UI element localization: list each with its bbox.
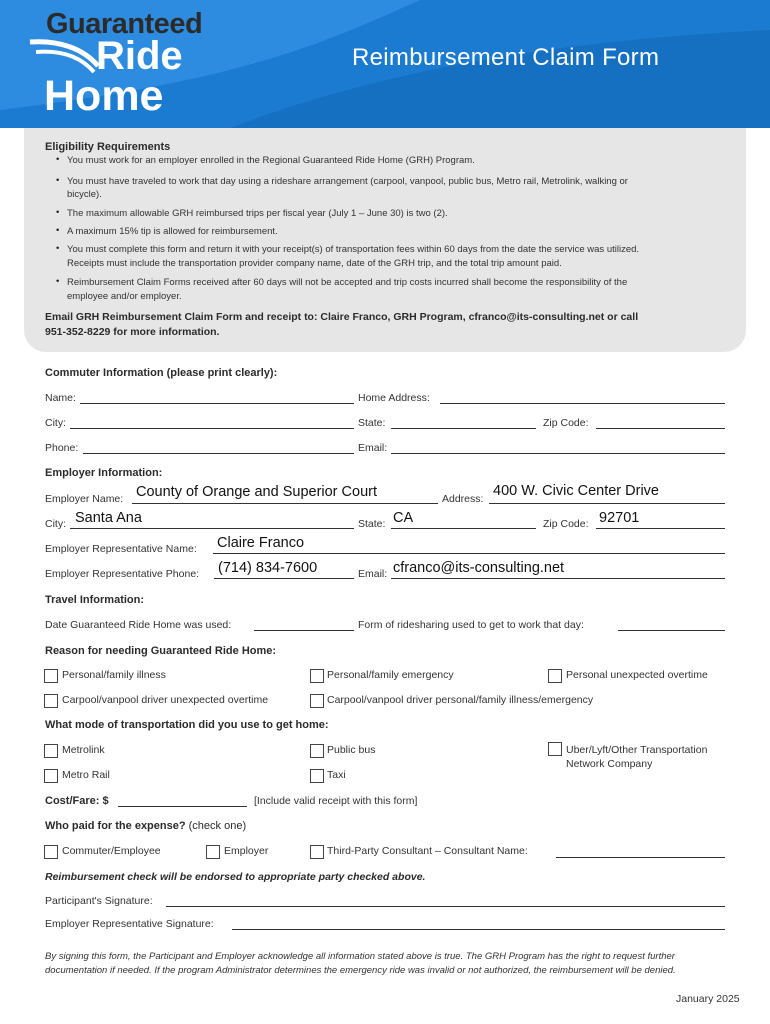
mode-public-bus-checkbox[interactable] (310, 744, 324, 758)
participant-signature-field[interactable] (166, 906, 725, 907)
employer-city-field-line (70, 528, 354, 529)
payer-heading-group (45, 820, 246, 832)
employer-city-label: City: (45, 518, 66, 530)
consultant-name-field[interactable] (556, 857, 725, 858)
reason-emergency-checkbox[interactable] (310, 669, 324, 683)
commuter-state-label: State: (358, 417, 386, 429)
reason-driver-illness-label: Carpool/vanpool driver personal/family illness/emergency (327, 694, 594, 706)
disclaimer-line1: By signing this form, the Participant and Employer acknowledge all information stated above is true. The GRH Program has the right to request further (45, 951, 675, 962)
employer-rep-name-field-line (213, 553, 725, 554)
employer-rep-phone-field-line (214, 578, 354, 579)
reason-overtime-label: Personal unexpected overtime (566, 669, 708, 681)
payer-heading-note: (check one) (188, 820, 247, 832)
mode-uber-label: Uber/Lyft/Other Transportation (566, 744, 708, 756)
logo-home: Home (44, 72, 164, 120)
commuter-email-label: Email: (358, 442, 388, 454)
eligibility-bullet: A maximum 15% tip is allowed for reimbursement. (67, 226, 278, 237)
commuter-home-address-field[interactable] (440, 403, 725, 404)
eligibility-heading: Eligibility Requirements (45, 141, 171, 153)
commuter-name-field[interactable] (80, 403, 354, 404)
travel-date-field[interactable] (254, 630, 354, 631)
logo-ride: Ride (96, 34, 183, 78)
employer-name-value[interactable]: County of Orange and Superior Court (136, 484, 377, 500)
commuter-phone-field[interactable] (83, 453, 354, 454)
employer-city-value[interactable]: Santa Ana (75, 510, 142, 526)
mode-taxi-checkbox[interactable] (310, 769, 324, 783)
travel-form-label: Form of ridesharing used to get to work that day: (358, 619, 584, 631)
payer-commuter-checkbox[interactable] (44, 845, 58, 859)
commuter-zip-field[interactable] (596, 428, 725, 429)
travel-form-field[interactable] (618, 630, 725, 631)
mode-public-bus-label: Public bus (327, 744, 376, 756)
payer-third-party-label: Third-Party Consultant – Consultant Name: (327, 845, 528, 857)
employer-rep-phone-label: Employer Representative Phone: (45, 568, 200, 580)
employer-zip-label: Zip Code: (543, 518, 589, 530)
employer-rep-name-label: Employer Representative Name: (45, 543, 197, 555)
email-instructions-line2: 951-352-8229 for more information. (45, 326, 220, 338)
cost-field[interactable] (118, 806, 247, 807)
bullet-dot: • (56, 225, 60, 236)
payer-employer-label: Employer (224, 845, 269, 857)
employer-state-value[interactable]: CA (393, 510, 414, 526)
travel-date-label: Date Guaranteed Ride Home was used: (45, 619, 232, 631)
mode-heading: What mode of transportation did you use to get home: (45, 719, 329, 731)
bullet-dot: • (56, 175, 60, 186)
reason-driver-overtime-label: Carpool/vanpool driver unexpected overtime (62, 694, 269, 706)
payer-commuter-label: Commuter/Employee (62, 845, 161, 857)
reason-illness-checkbox[interactable] (44, 669, 58, 683)
reason-heading: Reason for needing Guaranteed Ride Home: (45, 645, 277, 657)
bullet-dot: • (56, 207, 60, 218)
employer-address-label: Address: (442, 493, 484, 505)
footer-date: January 2025 (676, 993, 740, 1005)
commuter-phone-label: Phone: (45, 442, 79, 454)
commuter-state-field[interactable] (391, 428, 536, 429)
mode-metrolink-checkbox[interactable] (44, 744, 58, 758)
eligibility-bullet: You must work for an employer enrolled in the Regional Guaranteed Ride Home (GRH) Program. (67, 155, 475, 166)
cost-note: [Include valid receipt with this form] (254, 795, 418, 807)
employer-state-label: State: (358, 518, 386, 530)
employer-rep-email-field-line (391, 578, 725, 579)
commuter-heading: Commuter Information (please print clearly): (45, 367, 278, 379)
employer-state-field-line (391, 528, 536, 529)
eligibility-bullet: The maximum allowable GRH reimbursed trips per fiscal year (July 1 – June 30) is two (2). (67, 208, 448, 219)
cost-label: Cost/Fare: $ (45, 795, 109, 807)
eligibility-bullet: bicycle). (67, 189, 102, 200)
payer-heading: Who paid for the expense? (45, 820, 186, 832)
mode-taxi-label: Taxi (327, 769, 346, 781)
endorse-note: Reimbursement check will be endorsed to appropriate party checked above. (45, 871, 426, 883)
travel-heading: Travel Information: (45, 594, 145, 606)
commuter-email-field[interactable] (391, 453, 725, 454)
eligibility-bullet: Reimbursement Claim Forms received after 60 days will not be accepted and trip costs incurred shall become the responsibility of the (67, 277, 628, 288)
employer-rep-email-value[interactable]: cfranco@its-consulting.net (393, 560, 565, 576)
commuter-home-address-label: Home Address: (358, 392, 430, 404)
mode-uber-label-line2: Network Company (566, 758, 653, 770)
logo-swoosh-icon (28, 36, 100, 76)
disclaimer-line2: documentation if needed. If the program Administrator determines the emergency ride was invalid or not authorized, the reimbursement will be denied. (45, 965, 676, 976)
employer-heading: Employer Information: (45, 467, 163, 479)
eligibility-bullet: employee and/or employer. (67, 291, 182, 302)
participant-signature-label: Participant's Signature: (45, 895, 153, 907)
commuter-city-field[interactable] (70, 428, 354, 429)
logo-guaranteed: Guaranteed (46, 8, 203, 40)
mode-metrolink-label: Metrolink (62, 744, 105, 756)
commuter-zip-label: Zip Code: (543, 417, 589, 429)
reason-overtime-checkbox[interactable] (548, 669, 562, 683)
employer-rep-signature-field[interactable] (232, 929, 725, 930)
eligibility-bullet: Receipts must include the transportation provider company name, date of the GRH trip, and the total trip amount paid. (67, 258, 562, 269)
eligibility-bullet: You must complete this form and return it with your receipt(s) of transportation fees within 60 days from the date the service was utilized. (67, 244, 640, 255)
reason-driver-illness-checkbox[interactable] (310, 694, 324, 708)
payer-employer-checkbox[interactable] (206, 845, 220, 859)
employer-zip-field-line (596, 528, 725, 529)
employer-zip-value[interactable]: 92701 (599, 510, 640, 526)
employer-rep-email-label: Email: (358, 568, 388, 580)
form-title: Reimbursement Claim Form (352, 44, 660, 71)
payer-third-party-checkbox[interactable] (310, 845, 324, 859)
reason-driver-overtime-checkbox[interactable] (44, 694, 58, 708)
employer-rep-name-value[interactable]: Claire Franco (217, 535, 305, 551)
employer-address-field-line (489, 503, 725, 504)
mode-uber-checkbox[interactable] (548, 742, 562, 756)
reason-emergency-label: Personal/family emergency (327, 669, 454, 681)
commuter-name-label: Name: (45, 392, 76, 404)
employer-rep-signature-label: Employer Representative Signature: (45, 918, 214, 930)
employer-address-value[interactable]: 400 W. Civic Center Drive (493, 483, 659, 499)
bullet-dot: • (56, 276, 60, 287)
employer-rep-phone-value[interactable]: (714) 834-7600 (218, 560, 318, 576)
eligibility-bullet: You must have traveled to work that day using a rideshare arrangement (carpool, vanpool, public bus, Metro rail, Metrolink, walking or (67, 176, 628, 187)
reason-illness-label: Personal/family illness (62, 669, 166, 681)
employer-name-field-line (132, 503, 438, 504)
commuter-city-label: City: (45, 417, 66, 429)
employer-name-label: Employer Name: (45, 493, 124, 505)
mode-metro-rail-checkbox[interactable] (44, 769, 58, 783)
bullet-dot: • (56, 154, 60, 165)
email-instructions-line1: Email GRH Reimbursement Claim Form and receipt to: Claire Franco, GRH Program, cfranco@its-consulting.net or call (45, 311, 639, 323)
bullet-dot: • (56, 243, 60, 254)
mode-metro-rail-label: Metro Rail (62, 769, 110, 781)
